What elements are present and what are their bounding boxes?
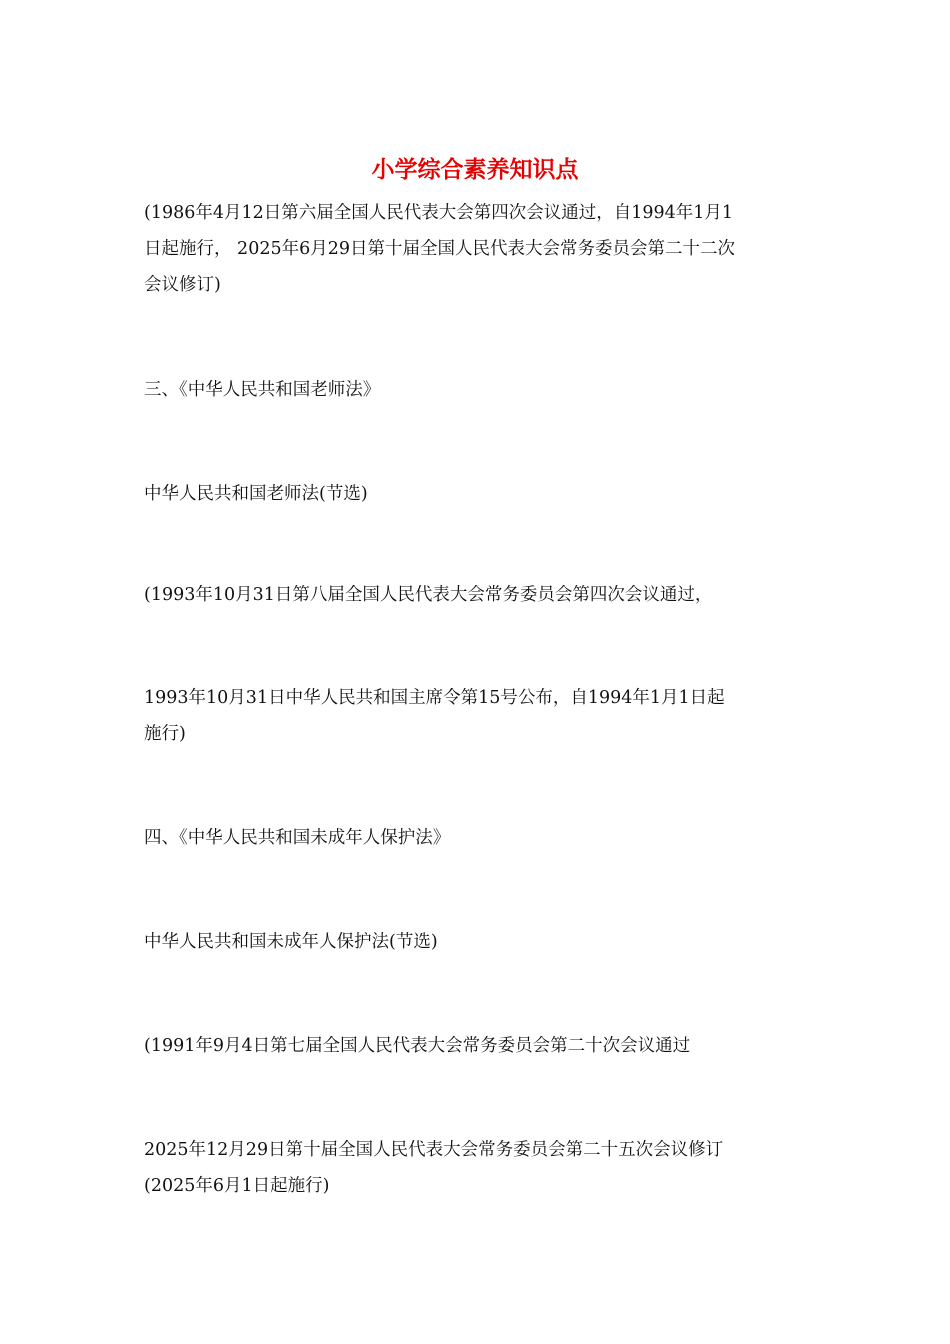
section-heading-teachers-law: 三、《中华人民共和国老师法》 [144, 380, 381, 400]
note-line: (2025年6月1日起施行) [144, 1176, 330, 1196]
note-line: 施行) [144, 724, 186, 744]
note-line: 2025年12月29日第十届全国人民代表大会常务委员会第二十五次会议修订 [144, 1140, 724, 1160]
section-heading-minors-law: 四、《中华人民共和国未成年人保护法》 [144, 828, 451, 848]
preamble-line: 会议修订) [144, 275, 221, 295]
document-title: 小学综合素养知识点 [371, 156, 579, 183]
preamble-line: (1986年4月12日第六届全国人民代表大会第四次会议通过，自1994年1月1 [144, 203, 734, 223]
section-subtitle-minors-law: 中华人民共和国未成年人保护法(节选) [144, 932, 438, 952]
section-note-teachers-law-promulgation [144, 680, 806, 752]
section-note-teachers-law: (1993年10月31日第八届全国人民代表大会常务委员会第四次会议通过， [144, 585, 713, 605]
section-subtitle-teachers-law: 中华人民共和国老师法(节选) [144, 484, 368, 504]
section-note-minors-law-revision [144, 1132, 806, 1204]
preamble-line: 日起施行， 2025年6月29日第十届全国人民代表大会常务委员会第二十二次 [144, 239, 735, 259]
preamble-paragraph [144, 195, 806, 303]
note-line: 1993年10月31日中华人民共和国主席令第15号公布，自1994年1月1日起 [144, 688, 725, 708]
section-note-minors-law: (1991年9月4日第七届全国人民代表大会常务委员会第二十次会议通过 [144, 1036, 691, 1056]
